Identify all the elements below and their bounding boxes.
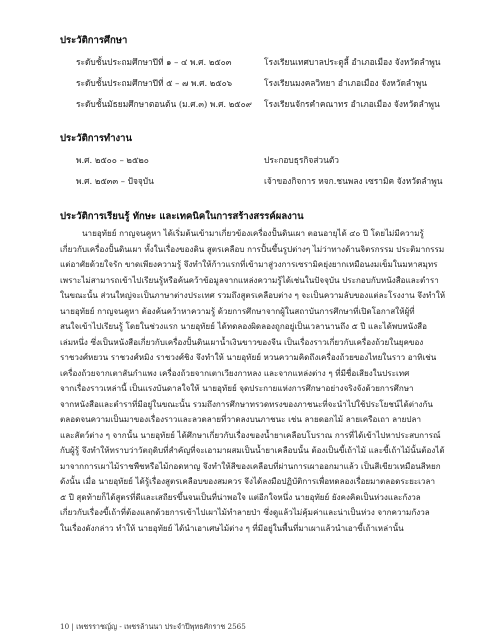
education-heading: ประวัติการศึกษา: [60, 35, 128, 46]
education-school: โรงเรียนมงคลวิทยา อำเภอเมือง จังหวัดลำพูน: [264, 78, 427, 88]
page-footer: 10 | เพชรราชญ์ญ - เพชรล้านนา ประจำปีพุทธศักราช 2565: [60, 622, 246, 631]
education-school: โรงเรียนจักรคำคณาทร อำเภอเมือง จังหวัดลำพูน: [264, 99, 440, 109]
paragraph-line: เครื่องถ้วยจากเตาสันกำแพง เครื่องถ้วยจากเตาเวียงกาหลง และจากแหล่งต่าง ๆ ที่มีชื่อเสียงในประเทศ: [60, 367, 410, 378]
work-period: พ.ศ. ๒๕๐๐ – ๒๕๒๐: [76, 155, 149, 165]
paragraph-line: สนใจเข้าไปเรียนรู้ โดยในช่วงแรก นายอุทัยย์ ได้ทดลองผิดลองถูกอยู่เป็นเวลานานถึง ๕ ปี และได้พบหนังสือ: [60, 321, 427, 331]
paragraph-line: แต่อาศัยด้วยใจรัก ขาดเพียงความรู้ จึงทำให้ก้าวแรกที่เข้ามาสู่วงการเซรามิคยุ่งยากเหมือนงมเข็มในมหาสมุทร: [60, 259, 438, 269]
work-description: เจ้าของกิจการ หจก.ชนพลง เซรามิค จังหวัดลำพูน: [264, 176, 443, 186]
education-school: โรงเรียนเทศบาลประตูลี้ อำเภอเมือง จังหวัดลำพูน: [264, 57, 441, 67]
paragraph-line: เกี่ยวกับเครื่องปั้นดินเผา ทั้งในเรื่องของดิน สูตรเคลือบ การปั้นขึ้นรูปต่างๆ ไม่ว่าทางด้านจิตรกรรม ประติมากรรม: [60, 243, 445, 254]
paragraph-line: กับผู้รู้ จึงทำให้ทราบว่าวัตถุดิบที่สำคัญที่จะเอามาผสมเป็นน้ำยาเคลือบนั้น ต้องเป็นขี้เถ้าไม้ และขี้เถ้าไม้นั้นต้องได้: [60, 445, 445, 455]
work-description: ประกอบธุรกิจส่วนตัว: [264, 155, 339, 165]
education-level: ระดับชั้นประถมศึกษาปีที่ ๑ – ๔ พ.ศ. ๒๕๐๓: [76, 57, 232, 67]
learning-heading: ประวัติการเรียนรู้ ทักษะ และเทคนิคในการสร้างสรรค์ผลงาน: [60, 211, 304, 222]
work-period: พ.ศ. ๒๕๓๓ – ปัจจุบัน: [76, 176, 154, 186]
paragraph-line: ในขณะนั้น ส่วนใหญ่จะเป็นภาษาต่างประเทศ รวมถึงสูตรเคลือบต่าง ๆ จะเป็นความลับของแต่ละโรงงาน จึงทำให้: [60, 290, 446, 300]
paragraph-line: จากเรื่องราวเหล่านี้ เป็นแรงบันดาลใจให้ นายอุทัยย์ จุดประกายแห่งการศึกษาอย่างจริงจังด้วยการศึกษา: [60, 383, 414, 393]
paragraph-line: ดังนั้น เมื่อ นายอุทัยย์ ได้รู้เรื่องสูตรเคลือบของสมควร จึงได้ลงมือปฏิบัติการเพื่อทดลองเรื่อยมาตลอดระยะเวลา: [60, 476, 435, 486]
paragraph-line: เกี่ยวกับเรื่องขี้เถ้าที่ต้องแลกด้วยการเข้าไปเผาไม้ทำลายป่า ซึ่งดูแล้วไม่คุ้มค่าและน่าเป็นห่วง จากความกังวล: [60, 507, 430, 517]
paragraph-line: จากหนังสือและตำราที่มีอยู่ในขณะนั้น รวมถึงการศึกษาทรวดทรงของภาชนะที่จะนำไปใช้ประโยชน์ได้ต่างกัน: [60, 398, 433, 409]
paragraph-line: ๕ ปี สุดท้ายก็ได้สูตรที่ดีและเสถียรขึ้นจนเป็นที่น่าพอใจ แต่อีกใจหนึ่ง นายอุทัยย์ ยังคงคิดเป็นห่วงและกังวล: [60, 491, 421, 502]
paragraph-line: ตลอดจนความเป็นมาของเรื่องราวและลวดลายที่วาดลงบนภาชนะ เช่น ลายดอกไม้ ลายเครือเถา ลายปลา: [60, 414, 422, 424]
paragraph-line: นายอุทัยย์ กาญจนคูหา ได้เริ่มต้นเข้ามาเกี่ยวข้องเครื่องปั้นดินเผา ตอนอายุได้ ๔๐ ปี โดยไม่มีความรู้: [82, 228, 424, 238]
learning-body: [60, 226, 448, 536]
education-level: ระดับชั้นมัธยมศึกษาตอนต้น (ม.ศ.๓) พ.ศ. ๒๕๐๙: [76, 99, 252, 109]
paragraph-line: เล่มหนึ่ง ซึ่งเป็นหนังสือเกี่ยวกับเครื่องปั้นดินเผาน้ำเงินขาวของจีน เป็นเรื่องราวเกี่ยวกับเครื่องถ้วยในยุคของ: [60, 336, 424, 347]
paragraph-line: และสัตว์ต่าง ๆ จากนั้น นายอุทัยย์ ได้ศึกษาเกี่ยวกับเรื่องของน้ำยาเคลือบโบราณ การที่ได้เข้าไปหาประสบการณ์: [60, 429, 441, 440]
paragraph-line: ราชวงศ์หยวน ราชวงศ์หมิง ราชวงศ์ชิง จึงทำให้ นายอุทัยย์ หวนความคิดถึงเครื่องถ้วยของไทยในราว อาทิเช่น: [60, 352, 437, 362]
paragraph-line: เพราะไม่สามารถเข้าไปเรียนรู้หรือค้นคว้าข้อมูลจากแหล่งความรู้ได้เช่นในปัจจุบัน ประกอบกับหนังสือและตำรา: [60, 274, 439, 285]
work-heading: ประวัติการทำงาน: [60, 133, 132, 144]
paragraph-line: นายอุทัยย์ กาญจนคูหา ต้องค้นคว้าหาความรู้ ด้วยการศึกษาจากผู้ในสถาบันการศึกษาที่เปิดโอกาสให้ผู้ที่: [60, 305, 415, 316]
paragraph-line: ในเรื่องดังกล่าว ทำให้ นายอุทัยย์ ได้นำเอาเศษไม้ต่าง ๆ ที่มีอยู่ในพื้นที่มาเผาแล้วนำเอาขี้เถ้าเหล่านั้น: [60, 522, 404, 533]
paragraph-line: มาจากการเผาไม้ราชพืชหรือไม้กอดหาญ จึงทำให้สีของเคลือบที่ผ่านการเผาออกมาแล้ว เป็นสีเขียวเหมือนสีหยก: [60, 460, 441, 471]
education-level: ระดับชั้นประถมศึกษาปีที่ ๕ – ๗ พ.ศ. ๒๕๐๖: [76, 78, 233, 88]
